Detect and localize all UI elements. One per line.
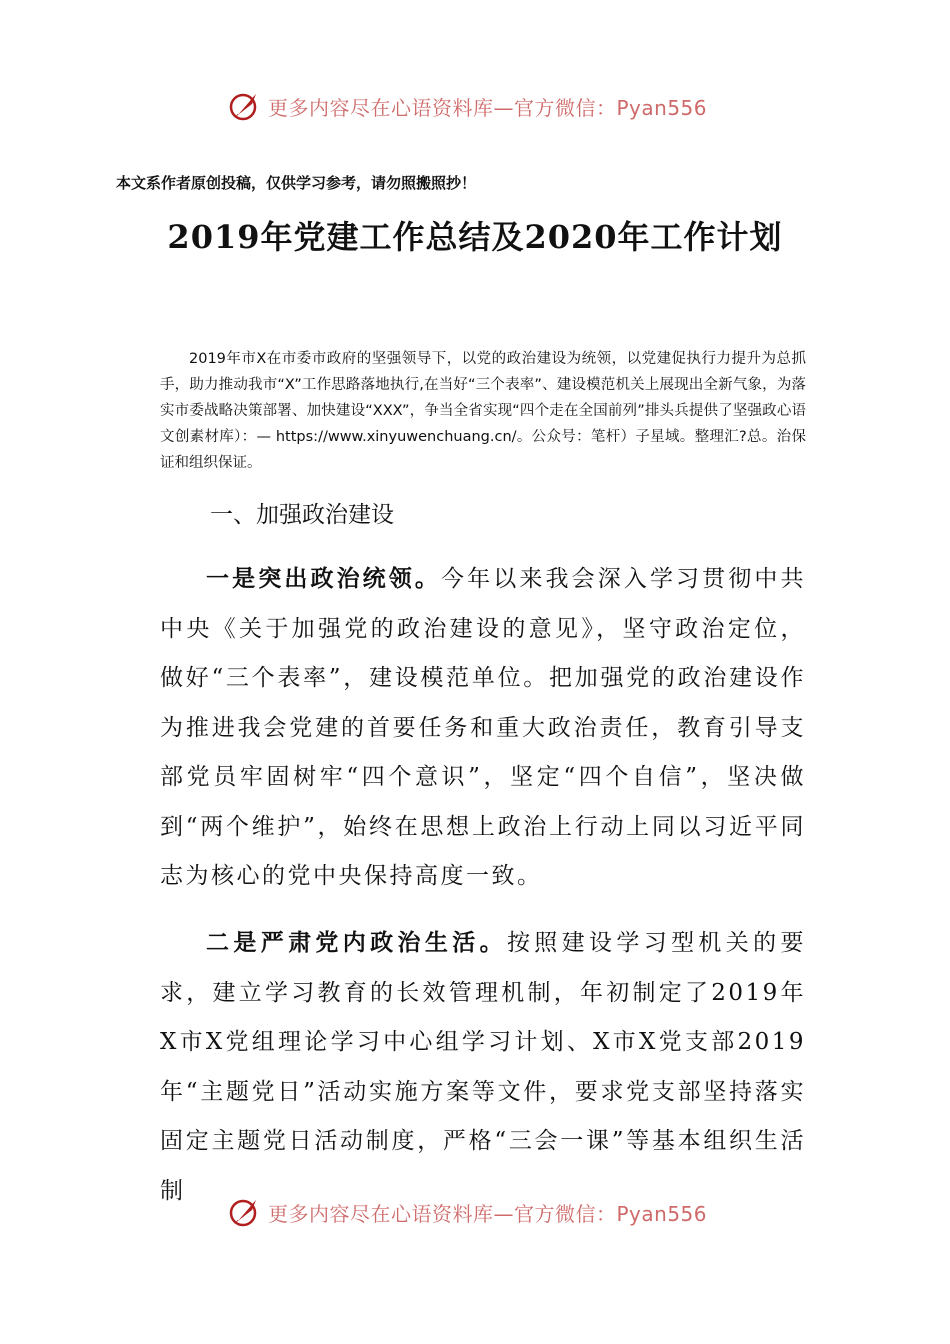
paragraph-1-body: 今年以来我会深入学习贯彻中共中央《关于加强党的政治建设的意见》，坚守政治定位，做好“三个表率”，建设模范单位。把加强党的政治建设作为推进我会党建的首要任务和重大政治责任，教育引导支部党员牢固树牢“四个意识”，坚定“四个自信”，坚决做到“两个维护”，始终在思想上政治上行动上同以习近平同志为核心的党中央保持高度一致。	[160, 566, 807, 889]
footer-watermark-banner	[226, 1192, 786, 1232]
quill-logo-icon	[226, 88, 262, 124]
paragraph-2-body: 按照建设学习型机关的要求，建立学习教育的长效管理机制，年初制定了2019年X市X党组理论学习中心组学习计划、X市X党支部2019年“主题党日”活动实施方案等文件，要求党支部坚持落实固定主题党日活动制度，严格“三会一课”等基本组织生活制	[160, 930, 807, 1204]
intro-paragraph: 2019年市X在市委市政府的坚强领导下，以党的政治建设为统领，以党建促执行力提升为总抓手，助力推动我市“X”工作思路落地执行,在当好“三个表率”、建设模范机关上展现出全新气象，为落实市委战略决策部署、加快建设“XXX”，争当全省实现“四个走在全国前列”排头兵提供了坚强政心语文创素材库）：— https://www.xinyuwenchuang.cn/。公众号：笔杆）子星域。整理汇?总。治保证和组织保证。	[160, 351, 806, 471]
banner-text: 更多内容尽在心语资料库—官方微信：Pyan556	[268, 95, 708, 120]
copyright-notice: 本文系作者原创投稿，仅供学习参考，请勿照搬照抄！	[116, 174, 477, 192]
paragraph-2-lead: 二是严肃党内政治生活。	[206, 929, 507, 956]
header-watermark-banner	[226, 86, 786, 126]
document-title: 2019年党建工作总结及2020年工作计划	[167, 218, 783, 256]
paragraph-1-lead: 一是突出政治统领。	[206, 565, 442, 592]
quill-logo-icon	[226, 1194, 262, 1230]
paragraph-2	[160, 918, 806, 1216]
section-heading: 一、加强政治建设	[210, 502, 394, 528]
banner-text: 更多内容尽在心语资料库—官方微信：Pyan556	[268, 1201, 708, 1226]
paragraph-1	[160, 554, 806, 902]
